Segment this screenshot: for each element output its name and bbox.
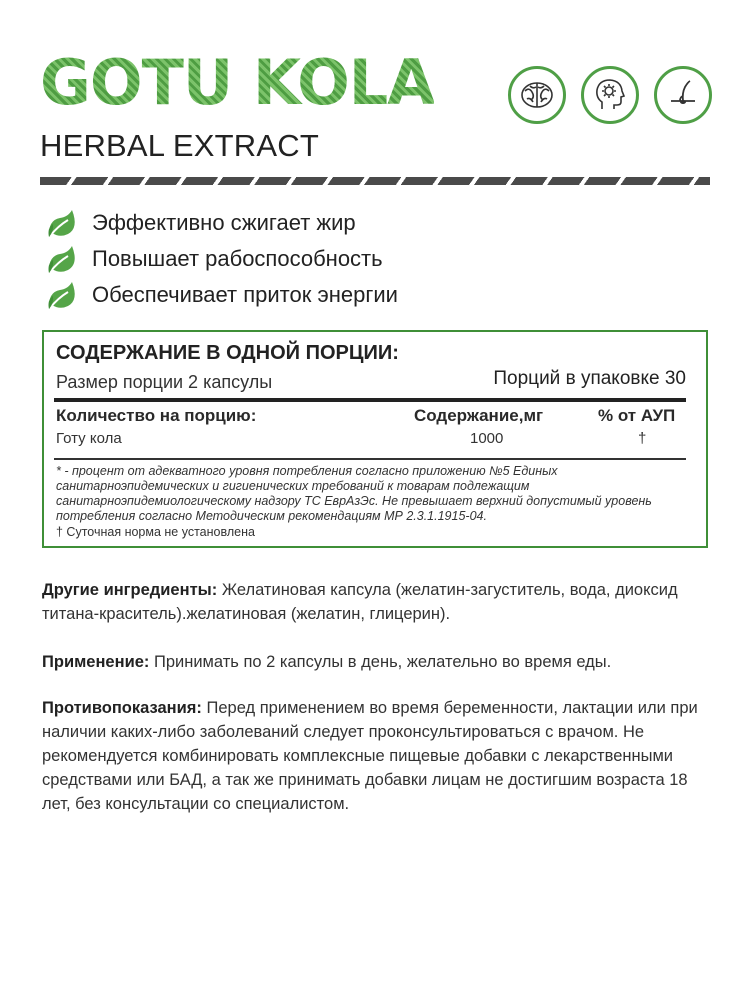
ingredient-name: Готу кола	[56, 430, 122, 447]
product-title: GOTU KOLA	[40, 46, 435, 119]
benefit-text: Повышает рабоспособность	[92, 246, 383, 271]
leaf-icon	[46, 242, 80, 276]
servings-per-pack: Порций в упаковке 30	[493, 368, 686, 389]
col-amount-header: Количество на порцию:	[56, 406, 257, 425]
contraindications-label: Противопоказания:	[42, 699, 202, 717]
brain-icon	[508, 66, 566, 124]
contraindications-text: Перед применением во время беременности, лактации или при наличии каких-либо заболеваний следует проконсультироваться с врачом. Не рекомендуется комбинировать комплексные пищевые добавки с лекарственными средствами или БАД, а так же принимать добавки лицам не достигшим возраста 18 лет, без консультации со специалистом.	[42, 699, 698, 813]
ingredients-label: Другие ингредиенты:	[42, 581, 218, 599]
benefit-item	[46, 278, 398, 312]
facts-footnote: * - процент от адекватного уровня потребления согласно приложению №5 Единых санитарноэпидемических и гигиенических требований к товарам подлежащим санитарноэпидемиологическому надзору ТС ЕврАзЭс. Не превышает верхний допустимый уровень потребления согласно Методическим рекомендациям МР 2.3.1.1915-04.	[56, 464, 652, 523]
head-mind-icon	[581, 66, 639, 124]
ingredient-amount: 1000	[470, 430, 504, 447]
facts-title: СОДЕРЖАНИЕ В ОДНОЙ ПОРЦИИ:	[56, 342, 399, 364]
leaf-icon	[46, 278, 80, 312]
facts-divider	[54, 398, 686, 402]
hair-icon	[654, 66, 712, 124]
ingredients-text: Желатиновая капсула (желатин-загуститель, вода, диоксид титана-краситель).желатиновая (желатин, глицерин).	[42, 581, 678, 623]
col-content-header: Содержание,мг	[414, 406, 544, 425]
product-subtitle: HERBAL EXTRACT	[40, 128, 319, 163]
usage-label: Применение:	[42, 653, 150, 671]
benefit-text: Обеспечивает приток энергии	[92, 282, 398, 307]
contraindications-section	[42, 696, 717, 816]
decorative-stripe	[40, 177, 710, 185]
ingredients-section	[42, 578, 717, 626]
benefit-item	[46, 206, 356, 240]
facts-divider	[54, 458, 686, 460]
facts-dagger-note: † Суточная норма не установлена	[56, 525, 255, 539]
leaf-icon	[46, 206, 80, 240]
serving-size: Размер порции 2 капсулы	[56, 372, 273, 392]
usage-section	[42, 650, 717, 674]
usage-text: Принимать по 2 капсулы в день, желательно во время еды.	[149, 653, 612, 671]
col-dv-header: % от АУП	[598, 406, 676, 425]
benefit-text: Эффективно сжигает жир	[92, 210, 356, 235]
supplement-facts-panel	[42, 330, 708, 548]
benefit-item	[46, 242, 383, 276]
ingredient-dv: †	[638, 430, 647, 447]
